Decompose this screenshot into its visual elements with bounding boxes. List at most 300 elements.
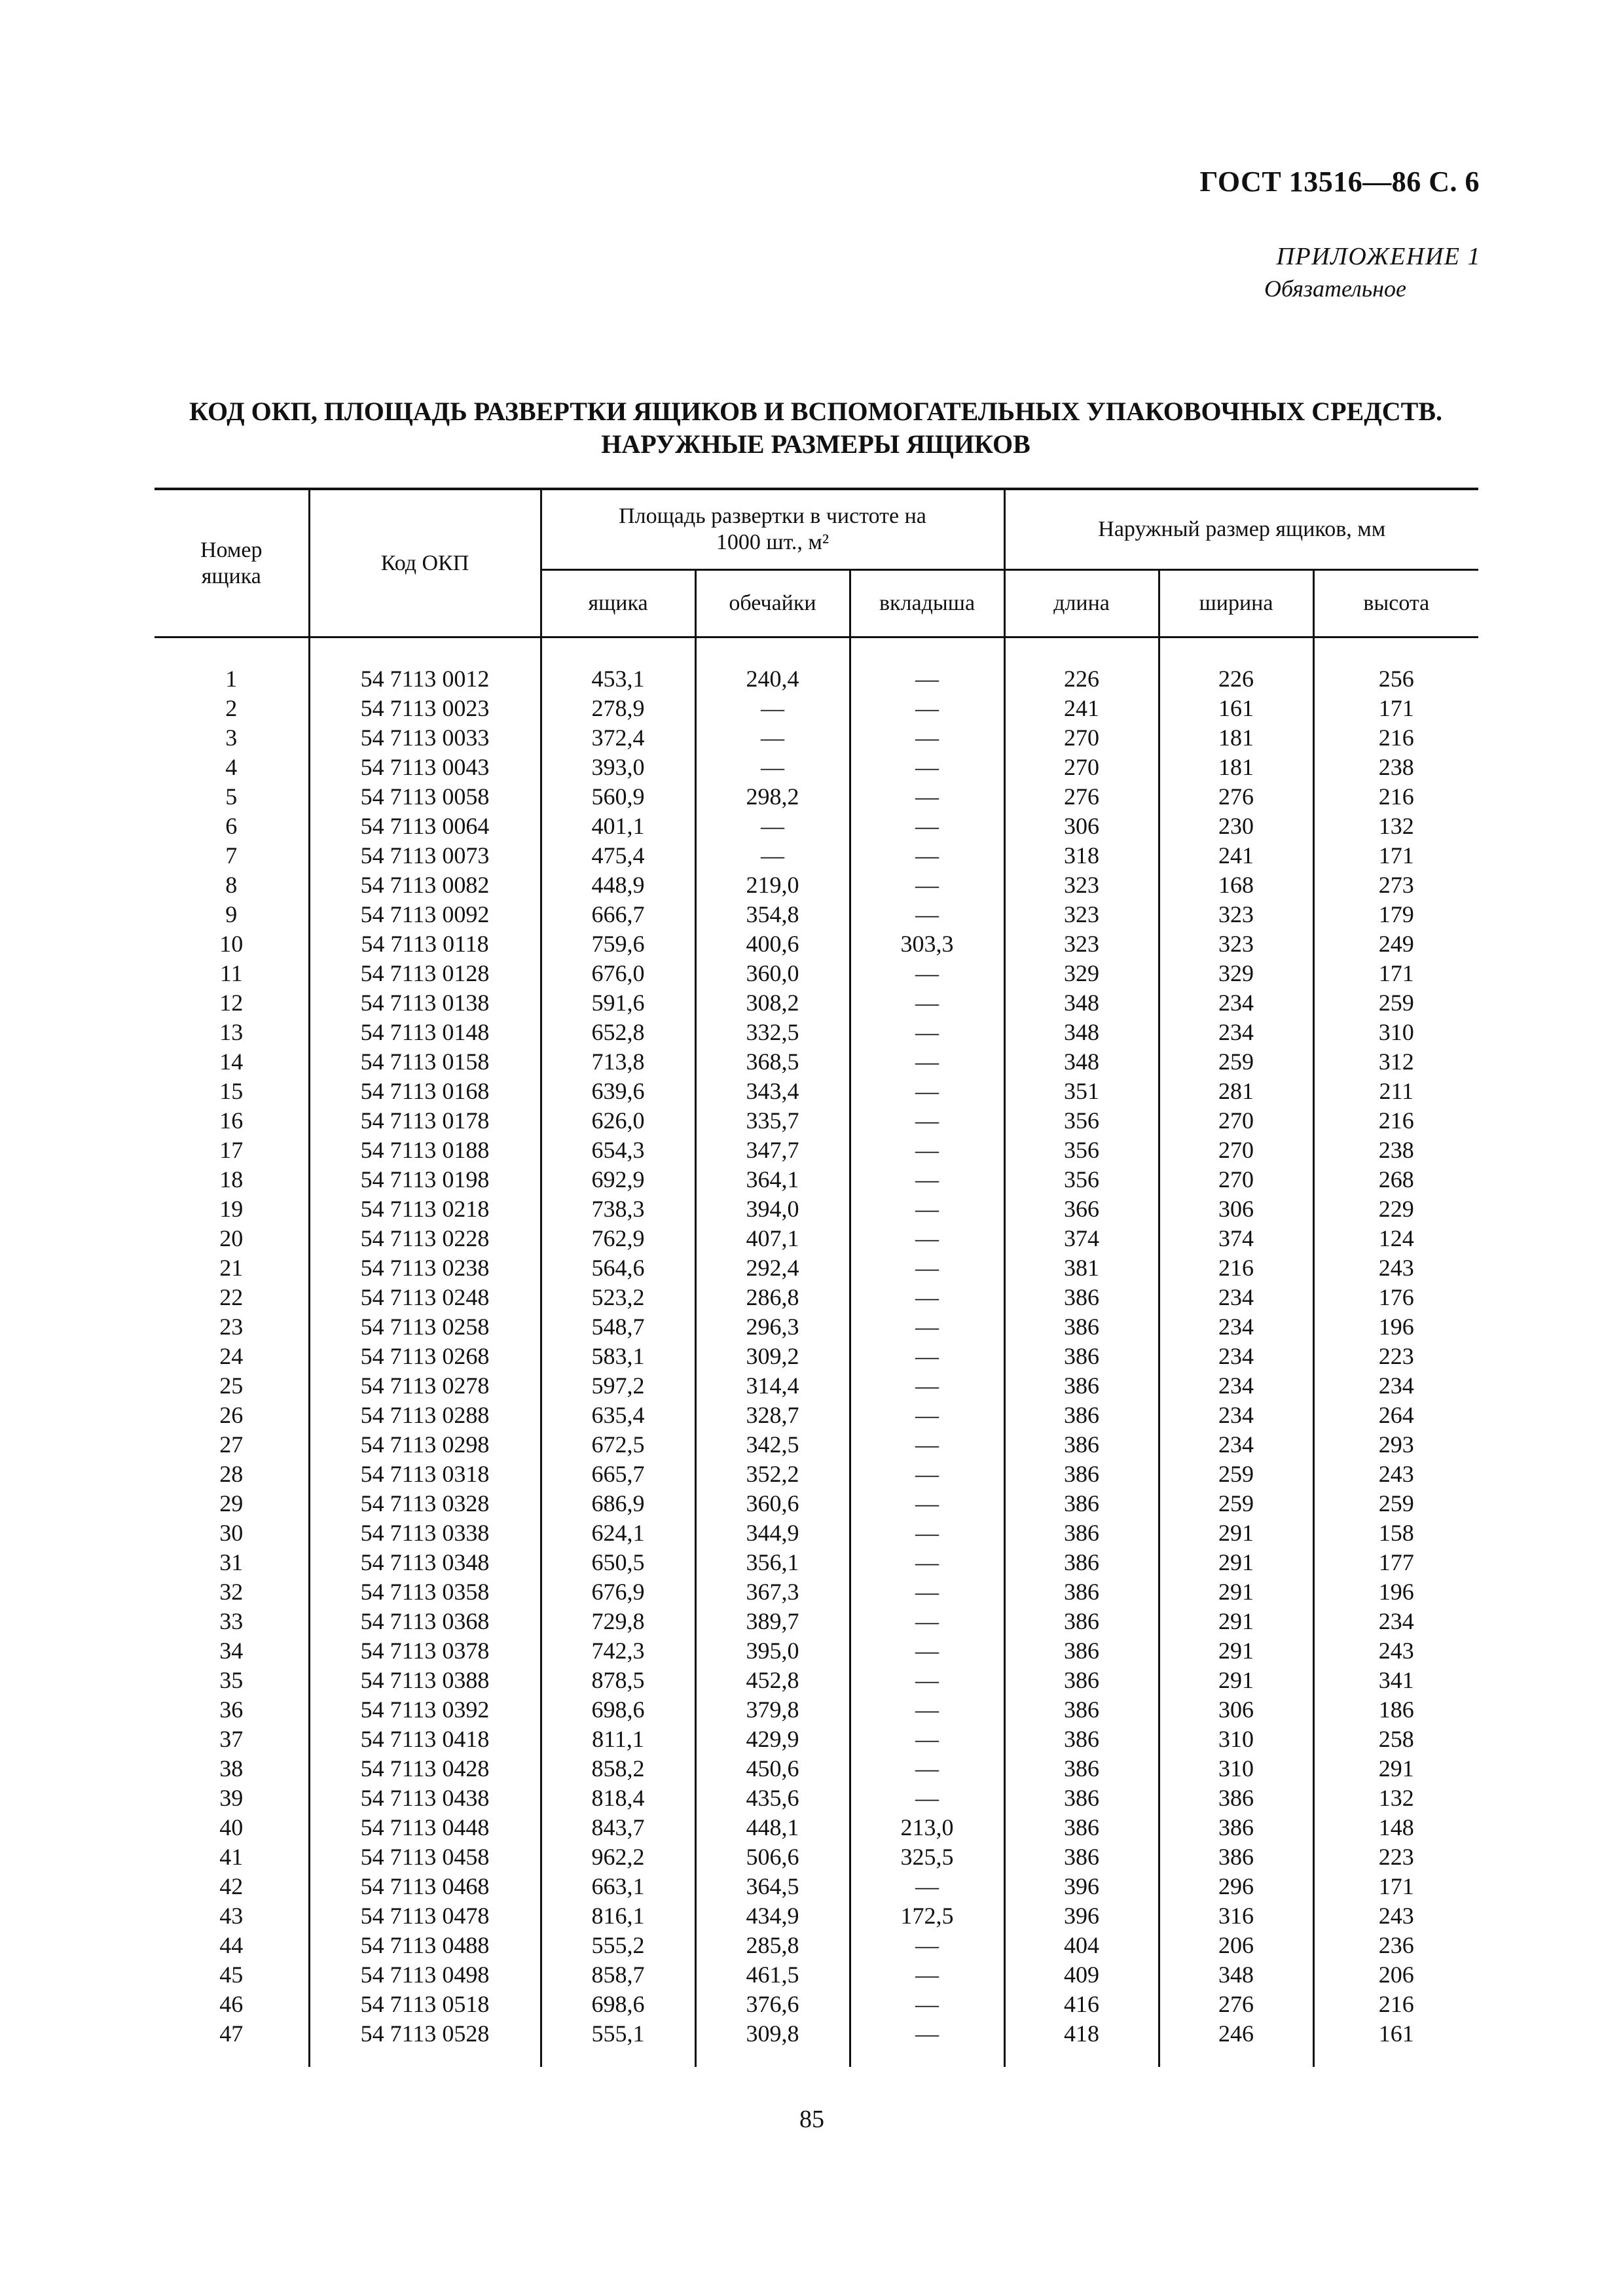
- cell-number: 9: [225, 901, 238, 927]
- cell-area-insert: —: [850, 1136, 1004, 1165]
- cell-okp-code: 54 7113 0358: [309, 1577, 541, 1607]
- appendix-label: ПРИЛОЖЕНИЕ 1: [1276, 243, 1481, 270]
- cell-area-insert: 172,5: [850, 1901, 1004, 1931]
- cell-height: 236: [1313, 1931, 1478, 1960]
- cell-area-box: 858,2: [541, 1754, 695, 1784]
- cell-height: 223: [1313, 1342, 1478, 1371]
- cell-width: 181: [1159, 753, 1313, 782]
- cell-okp-code: 54 7113 0328: [309, 1489, 541, 1518]
- box-data-table: [155, 488, 1478, 2067]
- cell-width: 270: [1159, 1106, 1313, 1136]
- cell-okp-code: 54 7113 0128: [309, 959, 541, 988]
- cell-width: 296: [1159, 1872, 1313, 1901]
- cell-area-box: 393,0: [541, 753, 695, 782]
- cell-number: 1: [225, 666, 238, 692]
- cell-area-insert: —: [850, 1460, 1004, 1489]
- cell-area-insert: —: [850, 1577, 1004, 1607]
- cell-area-box: 878,5: [541, 1666, 695, 1695]
- cell-okp-code: 54 7113 0518: [309, 1990, 541, 2019]
- cell-area-shell: —: [695, 812, 850, 841]
- cell-number: 19: [219, 1196, 244, 1222]
- cell-okp-code: 54 7113 0188: [309, 1136, 541, 1165]
- cell-okp-code: 54 7113 0348: [309, 1548, 541, 1577]
- table-row: [155, 1872, 1478, 1901]
- cell-length: 386: [1004, 1695, 1159, 1725]
- cell-height: 312: [1313, 1047, 1478, 1077]
- table-row: [155, 1165, 1478, 1194]
- cell-number: 20: [219, 1225, 244, 1251]
- cell-area-box: 652,8: [541, 1018, 695, 1047]
- cell-height: 243: [1313, 1460, 1478, 1489]
- cell-width: 310: [1159, 1754, 1313, 1784]
- cell-height: 158: [1313, 1518, 1478, 1548]
- cell-length: 270: [1004, 723, 1159, 753]
- cell-length: 351: [1004, 1077, 1159, 1106]
- cell-length: 386: [1004, 1754, 1159, 1784]
- table-row: [155, 1371, 1478, 1401]
- cell-number: 26: [219, 1402, 244, 1428]
- cell-length: 323: [1004, 900, 1159, 929]
- table-row: [155, 1518, 1478, 1548]
- cell-area-box: 843,7: [541, 1813, 695, 1842]
- cell-area-box: 663,1: [541, 1872, 695, 1901]
- cell-width: 259: [1159, 1047, 1313, 1077]
- cell-width: 234: [1159, 1018, 1313, 1047]
- cell-area-insert: 303,3: [850, 929, 1004, 959]
- cell-width: 259: [1159, 1489, 1313, 1518]
- cell-number: 38: [219, 1755, 244, 1782]
- cell-okp-code: 54 7113 0118: [309, 929, 541, 959]
- cell-area-insert: —: [850, 812, 1004, 841]
- cell-number: 41: [219, 1844, 244, 1870]
- cell-length: 306: [1004, 812, 1159, 841]
- table-row: [155, 1342, 1478, 1371]
- cell-okp-code: 54 7113 0338: [309, 1518, 541, 1548]
- cell-area-shell: 328,7: [695, 1401, 850, 1430]
- cell-area-box: 597,2: [541, 1371, 695, 1401]
- table-title: [155, 395, 1477, 461]
- cell-number: 16: [219, 1107, 244, 1134]
- cell-area-shell: 452,8: [695, 1666, 850, 1695]
- cell-okp-code: 54 7113 0218: [309, 1194, 541, 1224]
- cell-area-box: 672,5: [541, 1430, 695, 1460]
- cell-area-insert: —: [850, 782, 1004, 812]
- cell-okp-code: 54 7113 0178: [309, 1106, 541, 1136]
- cell-area-insert: —: [850, 723, 1004, 753]
- cell-height: 268: [1313, 1165, 1478, 1194]
- cell-length: 418: [1004, 2019, 1159, 2067]
- cell-length: 396: [1004, 1901, 1159, 1931]
- cell-okp-code: 54 7113 0428: [309, 1754, 541, 1784]
- cell-area-insert: —: [850, 1636, 1004, 1666]
- cell-length: 323: [1004, 929, 1159, 959]
- cell-area-box: 453,1: [541, 637, 695, 694]
- cell-okp-code: 54 7113 0248: [309, 1283, 541, 1312]
- cell-length: 356: [1004, 1106, 1159, 1136]
- cell-area-shell: 379,8: [695, 1695, 850, 1725]
- cell-area-insert: —: [850, 1931, 1004, 1960]
- table-row: [155, 1224, 1478, 1253]
- cell-area-shell: 343,4: [695, 1077, 850, 1106]
- cell-length: 226: [1004, 637, 1159, 694]
- cell-length: 356: [1004, 1136, 1159, 1165]
- cell-area-shell: 360,0: [695, 959, 850, 988]
- cell-length: 386: [1004, 1460, 1159, 1489]
- table-row: [155, 1460, 1478, 1489]
- cell-height: 148: [1313, 1813, 1478, 1842]
- cell-number: 32: [219, 1579, 244, 1605]
- cell-area-box: 654,3: [541, 1136, 695, 1165]
- cell-okp-code: 54 7113 0092: [309, 900, 541, 929]
- table-row: [155, 1666, 1478, 1695]
- cell-area-shell: 332,5: [695, 1018, 850, 1047]
- cell-length: 386: [1004, 1784, 1159, 1813]
- cell-height: 196: [1313, 1312, 1478, 1342]
- cell-okp-code: 54 7113 0478: [309, 1901, 541, 1931]
- cell-width: 306: [1159, 1194, 1313, 1224]
- cell-area-insert: —: [850, 1695, 1004, 1725]
- cell-width: 386: [1159, 1813, 1313, 1842]
- cell-length: 374: [1004, 1224, 1159, 1253]
- cell-area-insert: —: [850, 870, 1004, 900]
- table-row: [155, 900, 1478, 929]
- cell-area-shell: 376,6: [695, 1990, 850, 2019]
- cell-length: 416: [1004, 1990, 1159, 2019]
- header-area-shell: обечайки: [695, 570, 850, 637]
- table-row: [155, 723, 1478, 753]
- cell-height: 216: [1313, 1106, 1478, 1136]
- cell-area-insert: 325,5: [850, 1842, 1004, 1872]
- table-row: [155, 1253, 1478, 1283]
- cell-number: 18: [219, 1166, 244, 1193]
- cell-length: 386: [1004, 1371, 1159, 1401]
- cell-number: 6: [225, 813, 238, 839]
- cell-area-insert: —: [850, 1253, 1004, 1283]
- cell-height: 229: [1313, 1194, 1478, 1224]
- cell-number: 13: [219, 1019, 244, 1045]
- cell-area-shell: 292,4: [695, 1253, 850, 1283]
- cell-area-box: 676,0: [541, 959, 695, 988]
- cell-height: 243: [1313, 1253, 1478, 1283]
- table-row: [155, 929, 1478, 959]
- cell-number: 23: [219, 1314, 244, 1340]
- cell-okp-code: 54 7113 0368: [309, 1607, 541, 1636]
- cell-okp-code: 54 7113 0448: [309, 1813, 541, 1842]
- appendix-note: Обязательное: [1264, 276, 1406, 302]
- table-row: [155, 1430, 1478, 1460]
- table-row: [155, 1754, 1478, 1784]
- cell-width: 316: [1159, 1901, 1313, 1931]
- cell-height: 291: [1313, 1754, 1478, 1784]
- cell-area-insert: —: [850, 1165, 1004, 1194]
- cell-height: 293: [1313, 1430, 1478, 1460]
- cell-area-box: 448,9: [541, 870, 695, 900]
- cell-number: 39: [219, 1785, 244, 1811]
- cell-height: 259: [1313, 988, 1478, 1018]
- cell-okp-code: 54 7113 0278: [309, 1371, 541, 1401]
- cell-number: 36: [219, 1696, 244, 1723]
- cell-width: 234: [1159, 988, 1313, 1018]
- cell-width: 374: [1159, 1224, 1313, 1253]
- cell-area-box: 676,9: [541, 1577, 695, 1607]
- cell-okp-code: 54 7113 0043: [309, 753, 541, 782]
- cell-okp-code: 54 7113 0528: [309, 2019, 541, 2067]
- page-number: 85: [799, 2106, 824, 2133]
- cell-width: 291: [1159, 1548, 1313, 1577]
- cell-okp-code: 54 7113 0468: [309, 1872, 541, 1901]
- cell-area-shell: 360,6: [695, 1489, 850, 1518]
- cell-okp-code: 54 7113 0012: [309, 637, 541, 694]
- cell-height: 171: [1313, 694, 1478, 723]
- cell-area-insert: —: [850, 841, 1004, 870]
- cell-number: 45: [219, 1962, 244, 1988]
- cell-width: 386: [1159, 1784, 1313, 1813]
- table-title-line2: НАРУЖНЫЕ РАЗМЕРЫ ЯЩИКОВ: [601, 429, 1030, 459]
- cell-height: 186: [1313, 1695, 1478, 1725]
- cell-area-shell: 347,7: [695, 1136, 850, 1165]
- cell-area-box: 650,5: [541, 1548, 695, 1577]
- cell-area-shell: 335,7: [695, 1106, 850, 1136]
- cell-length: 270: [1004, 753, 1159, 782]
- cell-okp-code: 54 7113 0268: [309, 1342, 541, 1371]
- cell-area-shell: 435,6: [695, 1784, 850, 1813]
- cell-area-insert: —: [850, 1018, 1004, 1047]
- cell-number: 24: [219, 1343, 244, 1369]
- cell-area-box: 742,3: [541, 1636, 695, 1666]
- cell-area-insert: —: [850, 1224, 1004, 1253]
- cell-number: 15: [219, 1078, 244, 1104]
- table-row: [155, 753, 1478, 782]
- cell-width: 310: [1159, 1725, 1313, 1754]
- table-row: [155, 812, 1478, 841]
- cell-width: 226: [1159, 637, 1313, 694]
- table-row: [155, 1077, 1478, 1106]
- cell-okp-code: 54 7113 0058: [309, 782, 541, 812]
- cell-area-box: 729,8: [541, 1607, 695, 1636]
- cell-area-shell: —: [695, 723, 850, 753]
- cell-okp-code: 54 7113 0498: [309, 1960, 541, 1990]
- cell-width: 230: [1159, 812, 1313, 841]
- cell-length: 386: [1004, 1636, 1159, 1666]
- cell-length: 386: [1004, 1813, 1159, 1842]
- cell-width: 291: [1159, 1666, 1313, 1695]
- cell-area-box: 639,6: [541, 1077, 695, 1106]
- cell-height: 238: [1313, 753, 1478, 782]
- cell-number: 44: [219, 1932, 244, 1958]
- table-row: [155, 1636, 1478, 1666]
- cell-area-box: 858,7: [541, 1960, 695, 1990]
- header-area-box: ящика: [541, 570, 695, 637]
- cell-number: 4: [225, 754, 238, 780]
- cell-number: 2: [225, 695, 238, 721]
- cell-number: 17: [219, 1137, 244, 1163]
- cell-area-insert: —: [850, 1518, 1004, 1548]
- cell-height: 256: [1313, 637, 1478, 694]
- cell-height: 179: [1313, 900, 1478, 929]
- cell-width: 168: [1159, 870, 1313, 900]
- header-box-number: Номер ящика: [155, 489, 309, 637]
- cell-length: 348: [1004, 1047, 1159, 1077]
- cell-height: 171: [1313, 841, 1478, 870]
- cell-area-shell: 342,5: [695, 1430, 850, 1460]
- cell-area-box: 686,9: [541, 1489, 695, 1518]
- document-header: ГОСТ 13516—86 С. 6: [1199, 166, 1480, 198]
- cell-area-shell: 219,0: [695, 870, 850, 900]
- cell-area-insert: —: [850, 1960, 1004, 1990]
- cell-area-insert: —: [850, 1784, 1004, 1813]
- cell-area-shell: 364,1: [695, 1165, 850, 1194]
- cell-length: 386: [1004, 1489, 1159, 1518]
- cell-height: 238: [1313, 1136, 1478, 1165]
- cell-okp-code: 54 7113 0388: [309, 1666, 541, 1695]
- cell-area-box: 278,9: [541, 694, 695, 723]
- cell-length: 276: [1004, 782, 1159, 812]
- cell-okp-code: 54 7113 0168: [309, 1077, 541, 1106]
- cell-area-insert: —: [850, 1754, 1004, 1784]
- cell-length: 396: [1004, 1872, 1159, 1901]
- cell-area-insert: —: [850, 637, 1004, 694]
- cell-length: 386: [1004, 1518, 1159, 1548]
- cell-area-box: 698,6: [541, 1695, 695, 1725]
- cell-area-insert: —: [850, 988, 1004, 1018]
- cell-length: 366: [1004, 1194, 1159, 1224]
- cell-okp-code: 54 7113 0228: [309, 1224, 541, 1253]
- cell-width: 291: [1159, 1577, 1313, 1607]
- table-row: [155, 1106, 1478, 1136]
- cell-height: 273: [1313, 870, 1478, 900]
- cell-area-box: 626,0: [541, 1106, 695, 1136]
- cell-height: 243: [1313, 1636, 1478, 1666]
- cell-height: 234: [1313, 1371, 1478, 1401]
- cell-area-shell: 344,9: [695, 1518, 850, 1548]
- cell-area-shell: —: [695, 841, 850, 870]
- table-body: [155, 637, 1478, 2068]
- cell-number: 31: [219, 1549, 244, 1575]
- table-row: [155, 841, 1478, 870]
- cell-area-insert: —: [850, 694, 1004, 723]
- cell-number: 25: [219, 1372, 244, 1399]
- table-row: [155, 1695, 1478, 1725]
- cell-area-box: 523,2: [541, 1283, 695, 1312]
- cell-area-box: 635,4: [541, 1401, 695, 1430]
- cell-area-box: 401,1: [541, 812, 695, 841]
- cell-width: 323: [1159, 929, 1313, 959]
- cell-number: 5: [225, 783, 238, 810]
- cell-okp-code: 54 7113 0023: [309, 694, 541, 723]
- cell-height: 196: [1313, 1577, 1478, 1607]
- cell-length: 386: [1004, 1607, 1159, 1636]
- cell-area-insert: —: [850, 1990, 1004, 2019]
- cell-area-shell: 450,6: [695, 1754, 850, 1784]
- cell-area-insert: —: [850, 1194, 1004, 1224]
- cell-number: 40: [219, 1814, 244, 1840]
- cell-width: 234: [1159, 1430, 1313, 1460]
- cell-number: 3: [225, 725, 238, 751]
- cell-area-box: 560,9: [541, 782, 695, 812]
- cell-okp-code: 54 7113 0033: [309, 723, 541, 753]
- cell-area-box: 713,8: [541, 1047, 695, 1077]
- cell-area-box: 555,1: [541, 2019, 695, 2067]
- cell-area-insert: —: [850, 753, 1004, 782]
- cell-area-shell: 506,6: [695, 1842, 850, 1872]
- cell-area-shell: 296,3: [695, 1312, 850, 1342]
- header-height: высота: [1313, 570, 1478, 637]
- cell-okp-code: 54 7113 0392: [309, 1695, 541, 1725]
- table-row: [155, 1136, 1478, 1165]
- cell-okp-code: 54 7113 0064: [309, 812, 541, 841]
- cell-height: 171: [1313, 959, 1478, 988]
- cell-area-insert: —: [850, 900, 1004, 929]
- header-area-group: Площадь развертки в чистоте на 1000 шт., м²: [541, 489, 1004, 570]
- cell-width: 246: [1159, 2019, 1313, 2067]
- cell-height: 124: [1313, 1224, 1478, 1253]
- cell-number: 47: [219, 2020, 244, 2047]
- cell-number: 11: [219, 960, 243, 986]
- cell-area-box: 666,7: [541, 900, 695, 929]
- cell-number: 37: [219, 1726, 244, 1752]
- cell-area-insert: —: [850, 1607, 1004, 1636]
- cell-height: 161: [1313, 2019, 1478, 2067]
- cell-area-shell: 352,2: [695, 1460, 850, 1489]
- cell-area-shell: 285,8: [695, 1931, 850, 1960]
- table-row: [155, 1725, 1478, 1754]
- cell-number: 35: [219, 1667, 244, 1693]
- cell-number: 27: [219, 1431, 244, 1458]
- table-row: [155, 959, 1478, 988]
- cell-okp-code: 54 7113 0318: [309, 1460, 541, 1489]
- cell-okp-code: 54 7113 0438: [309, 1784, 541, 1813]
- cell-area-box: 698,6: [541, 1990, 695, 2019]
- cell-area-shell: —: [695, 753, 850, 782]
- cell-okp-code: 54 7113 0148: [309, 1018, 541, 1047]
- cell-width: 291: [1159, 1607, 1313, 1636]
- cell-number: 43: [219, 1903, 244, 1929]
- table-row: [155, 2019, 1478, 2067]
- cell-height: 176: [1313, 1283, 1478, 1312]
- table-row: [155, 1931, 1478, 1960]
- cell-number: 14: [219, 1049, 244, 1075]
- cell-area-shell: 298,2: [695, 782, 850, 812]
- cell-length: 381: [1004, 1253, 1159, 1283]
- cell-area-box: 818,4: [541, 1784, 695, 1813]
- cell-area-box: 762,9: [541, 1224, 695, 1253]
- cell-length: 329: [1004, 959, 1159, 988]
- cell-area-shell: 309,2: [695, 1342, 850, 1371]
- table-row: [155, 870, 1478, 900]
- cell-area-insert: —: [850, 1106, 1004, 1136]
- cell-area-box: 583,1: [541, 1342, 695, 1371]
- cell-height: 259: [1313, 1489, 1478, 1518]
- cell-height: 177: [1313, 1548, 1478, 1577]
- header-width: ширина: [1159, 570, 1313, 637]
- cell-area-insert: —: [850, 1725, 1004, 1754]
- cell-number: 12: [219, 990, 244, 1016]
- cell-area-insert: —: [850, 1401, 1004, 1430]
- cell-length: 386: [1004, 1430, 1159, 1460]
- table-row: [155, 1312, 1478, 1342]
- cell-area-insert: —: [850, 1077, 1004, 1106]
- cell-width: 281: [1159, 1077, 1313, 1106]
- cell-area-box: 548,7: [541, 1312, 695, 1342]
- cell-height: 132: [1313, 812, 1478, 841]
- header-size-group: Наружный размер ящиков, мм: [1004, 489, 1478, 570]
- cell-area-box: 665,7: [541, 1460, 695, 1489]
- table-row: [155, 988, 1478, 1018]
- cell-area-insert: —: [850, 1312, 1004, 1342]
- cell-width: 241: [1159, 841, 1313, 870]
- cell-area-insert: —: [850, 1666, 1004, 1695]
- cell-length: 348: [1004, 1018, 1159, 1047]
